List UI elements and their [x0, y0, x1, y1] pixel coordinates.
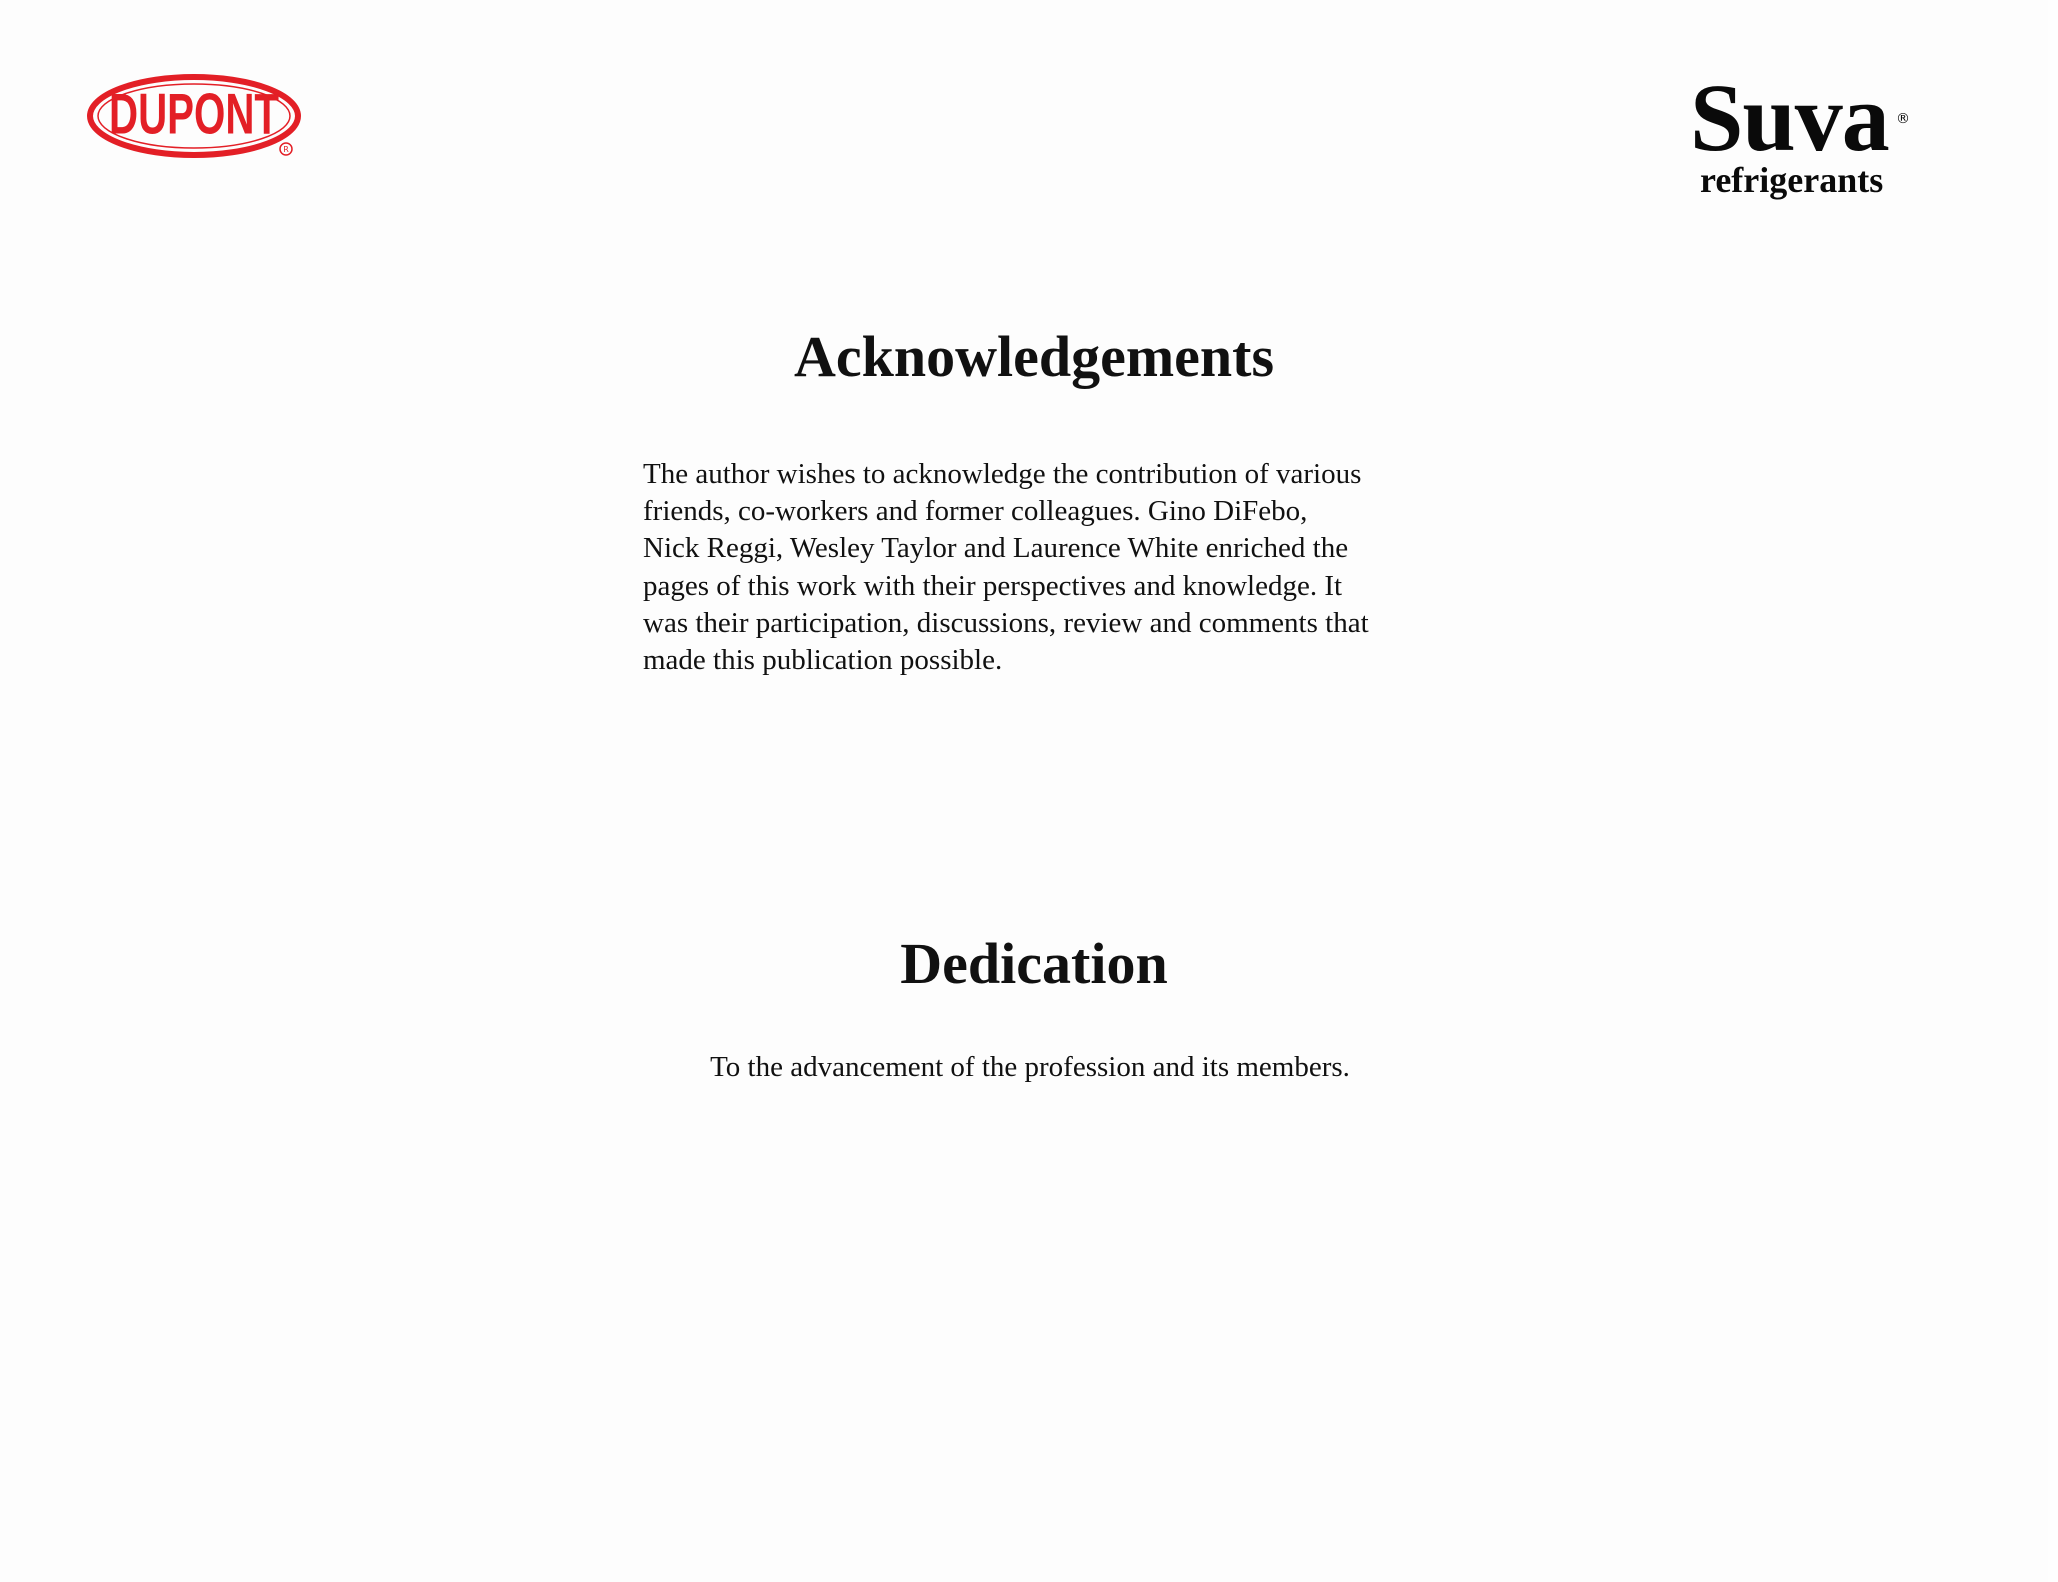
suva-subtitle: refrigerants [1700, 160, 1884, 200]
acknowledgements-body [643, 456, 1443, 679]
dedication-text: To the advancement of the profession and its members. [710, 1051, 1350, 1083]
acknowledgements-line: made this publication possible. [643, 644, 1003, 677]
svg-text:DUPONT: DUPONT [109, 82, 279, 146]
acknowledgements-line: pages of this work with their perspectives and knowledge. It [643, 569, 1343, 602]
suva-refrigerants-logo [1690, 64, 1920, 204]
acknowledgements-line: Nick Reggi, Wesley Taylor and Laurence White enriched the [643, 532, 1349, 565]
registered-mark: ® [1896, 111, 1910, 127]
acknowledgements-line: friends, co-workers and former colleagues. Gino DiFebo, [643, 495, 1308, 528]
dupont-logo [86, 74, 306, 164]
acknowledgements-line: The author wishes to acknowledge the contribution of various [643, 458, 1362, 490]
dedication-heading: Dedication [900, 931, 1168, 996]
acknowledgements-line: was their participation, discussions, review and comments that [643, 606, 1369, 639]
acknowledgements-heading: Acknowledgements [793, 324, 1275, 389]
suva-wordmark: Suva [1690, 64, 1889, 171]
svg-text:R: R [283, 145, 289, 154]
